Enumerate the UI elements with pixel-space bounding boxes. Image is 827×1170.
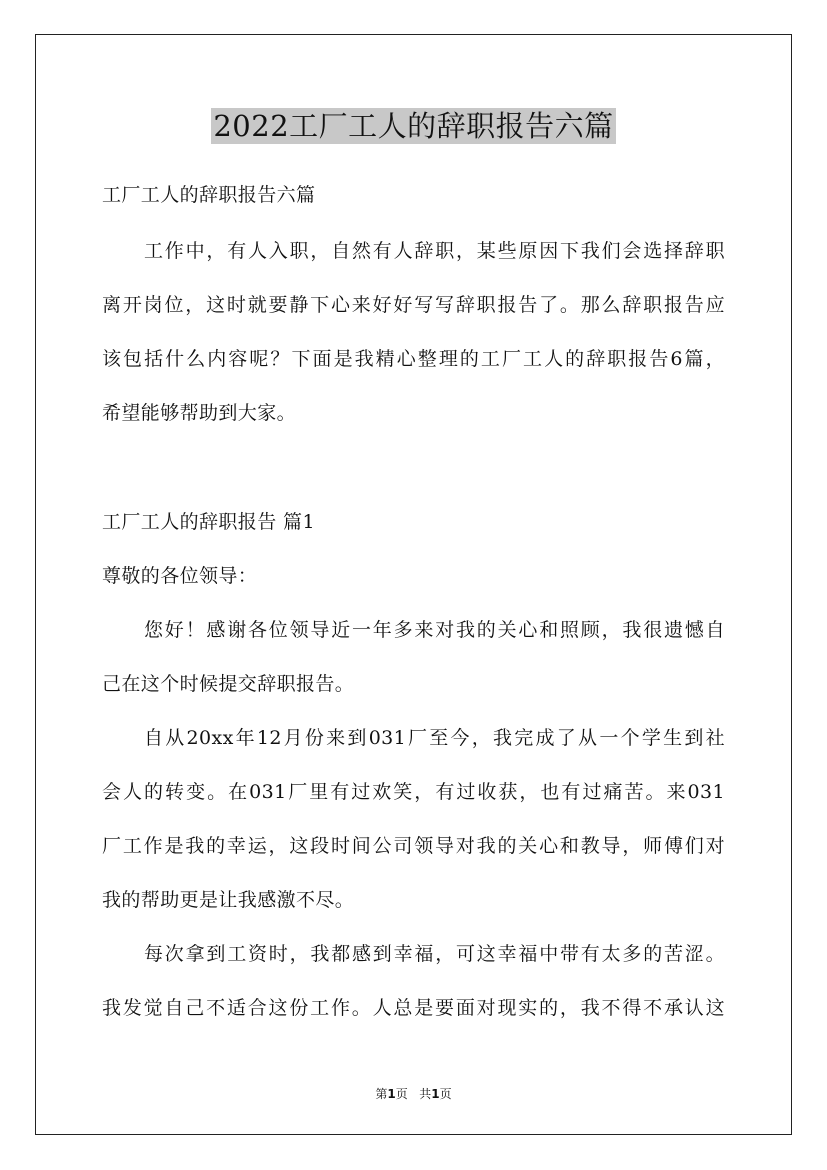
total-number: 1 <box>431 1087 440 1101</box>
body-line: 厂工作是我的幸运，这段时间公司领导对我的关心和教导，师傅们对 <box>102 835 725 857</box>
document-subtitle: 工厂工人的辞职报告六篇 <box>102 184 316 206</box>
page-prefix: 第 <box>375 1087 388 1101</box>
page-number: 1 <box>387 1087 396 1101</box>
total-suffix: 页 <box>439 1087 452 1101</box>
page-suffix: 页 <box>395 1087 408 1101</box>
document-title-wrap <box>0 104 827 145</box>
body-line: 会人的转变。在031厂里有过欢笑，有过收获，也有过痛苦。来031 <box>102 781 725 803</box>
body-line: 我发觉自己不适合这份工作。人总是要面对现实的，我不得不承认这 <box>102 997 725 1019</box>
total-prefix: 共 <box>419 1087 432 1101</box>
page-footer <box>0 1085 827 1102</box>
intro-line: 工作中，有人入职，自然有人辞职，某些原因下我们会选择辞职 <box>144 240 725 262</box>
section-heading: 工厂工人的辞职报告 篇1 <box>102 511 315 533</box>
body-line: 我的帮助更是让我感激不尽。 <box>102 889 355 911</box>
intro-line: 希望能够帮助到大家。 <box>102 402 297 424</box>
body-line: 每次拿到工资时，我都感到幸福，可这幸福中带有太多的苦涩。 <box>144 943 725 965</box>
salutation: 尊敬的各位领导： <box>102 565 258 587</box>
intro-line: 该包括什么内容呢？下面是我精心整理的工厂工人的辞职报告6篇， <box>102 348 725 370</box>
body-line: 己在这个时候提交辞职报告。 <box>102 673 355 695</box>
intro-line: 离开岗位，这时就要静下心来好好写写辞职报告了。那么辞职报告应 <box>102 294 725 316</box>
body-line: 您好！感谢各位领导近一年多来对我的关心和照顾，我很遗憾自 <box>144 619 725 641</box>
document-title: 2022工厂工人的辞职报告六篇 <box>213 109 614 143</box>
body-line: 自从20xx年12月份来到031厂至今，我完成了从一个学生到社 <box>144 727 725 749</box>
